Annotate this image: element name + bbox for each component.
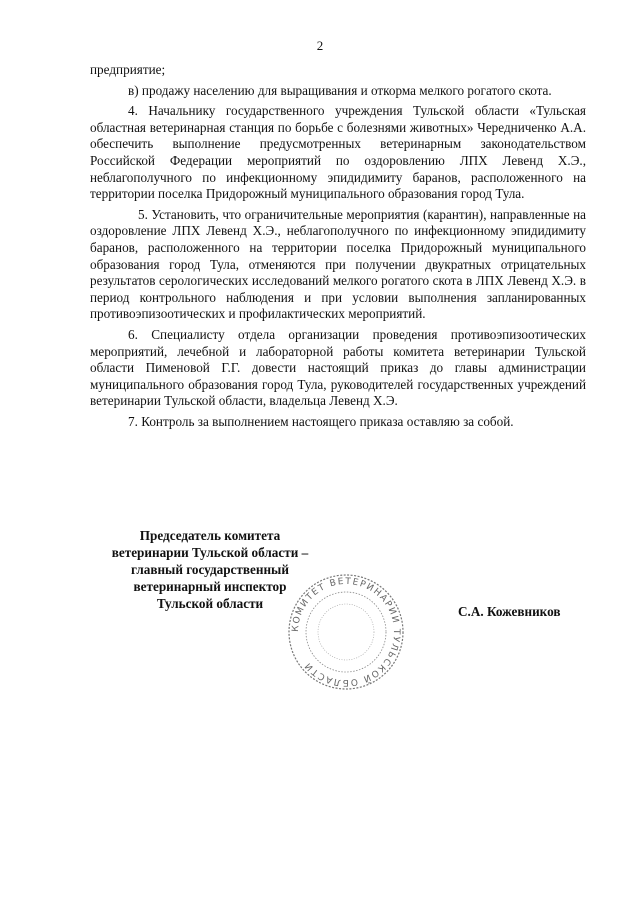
- signature-title-line: главный государственный: [131, 562, 289, 577]
- signature-title-line: Тульской области: [156, 596, 264, 611]
- page-number: 2: [316, 38, 324, 53]
- official-seal-stamp: [286, 572, 406, 692]
- seal-text: КОМИТЕТ ВЕТЕРИНАРИИ ТУЛЬСКОЙ ОБЛАСТИ: [290, 576, 402, 688]
- paragraph-item-4: 4. Начальнику государственного учреждения Тульской области «Тульская областная ветеринарная станция по борьбе с болезнями животных» Чередниченко А.А. обеспечить выполнение предусмотренных ветеринарным законодательством Российской Федерации мероприятий по оздоровлению ЛПХ Левенд Х.Э., неблагополучного по инфекционному эпидидимиту баранов, расположенного на территории поселка Придорожный муниципального образования город Тула.: [90, 103, 586, 202]
- signature-title-line: Председатель комитета: [139, 528, 281, 543]
- document-body: [90, 62, 586, 434]
- paragraph-continuation: предприятие;: [90, 62, 166, 77]
- paragraph-item-5: 5. Установить, что ограничительные мероприятия (карантин), направленные на оздоровление ЛПХ Левенд Х.Э., неблагополучного по инфекционному эпидидимиту баранов, расположенного на территории поселка Придорожный муниципального образования город Тула, отменяются при получении двукратных отрицательных результатов серологических исследований мелкого рогатого скота в ЛПХ Левенд Х.Э. в период контрольного наблюдения и при условии выполнения запланированных противоэпизоотических и профилактических мероприятий.: [90, 206, 586, 322]
- signatory-name: С.А. Кожевников: [458, 604, 561, 619]
- svg-text:КОМИТЕТ ВЕТЕРИНАРИИ ТУЛЬСКОЙ О: [291, 577, 401, 687]
- paragraph-item-v: в) продажу населению для выращивания и откорма мелкого рогатого скота.: [128, 82, 552, 98]
- paragraph-item-6: 6. Специалисту отдела организации проведения противоэпизоотических мероприятий, лечебной и лабораторной работы комитета ветеринарии Тульской области Пименовой Г.Г. довести настоящий приказ до главы администрации муниципального образования город Тула, руководителей государственных учреждений ветеринарии Тульской области, владельца Левенд Х.Э.: [90, 326, 586, 409]
- signature-title-line: ветеринарии Тульской области –: [111, 545, 309, 560]
- paragraph-item-7: 7. Контроль за выполнением настоящего приказа оставляю за собой.: [128, 413, 514, 429]
- signature-title-line: ветеринарный инспектор: [133, 579, 287, 594]
